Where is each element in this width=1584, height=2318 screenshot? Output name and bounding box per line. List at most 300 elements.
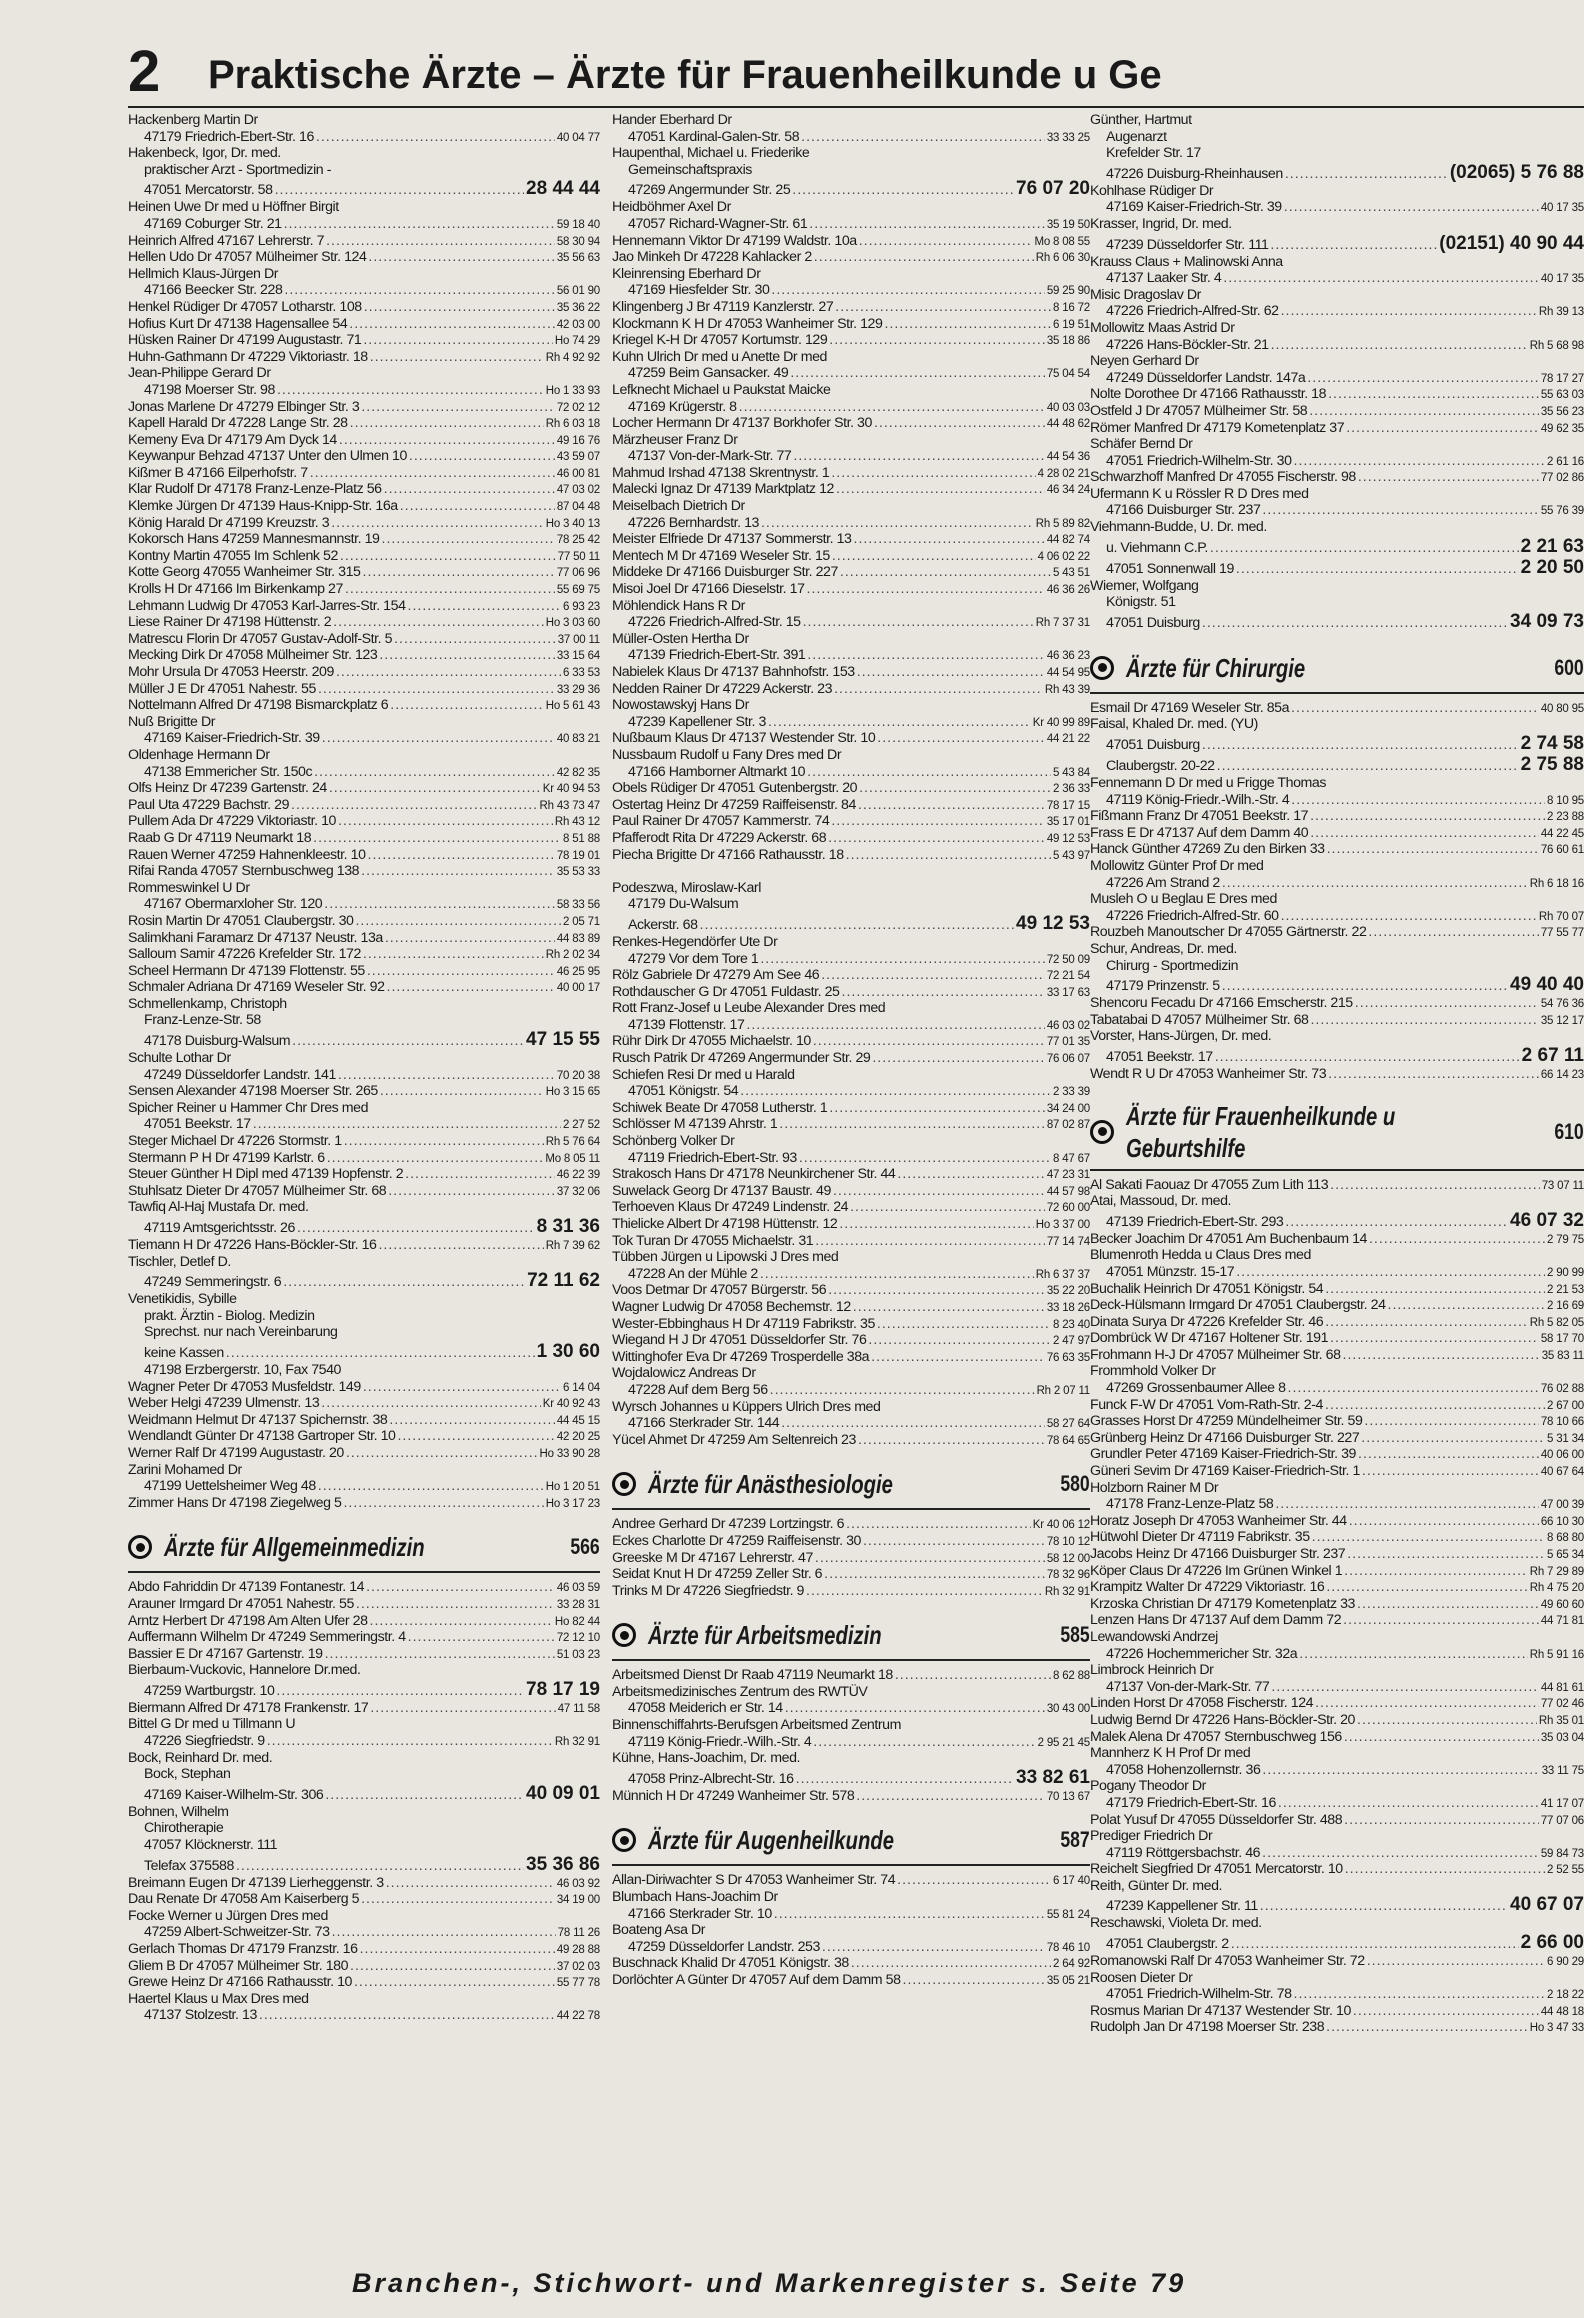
listing-line <box>612 564 1090 581</box>
dot-leader <box>790 365 1044 382</box>
listing-text: Rothdauscher G Dr 47051 Fuldastr. 25 <box>612 983 840 1000</box>
listing-line <box>128 1700 600 1717</box>
listing-line <box>612 1100 1090 1117</box>
dot-leader <box>840 564 1051 581</box>
listing-text: Huhn-Gathmann Dr 47229 Viktoriastr. 18 <box>128 348 368 365</box>
phone-number: 8 47 67 <box>1053 1152 1090 1165</box>
listing-line <box>128 1029 600 1050</box>
listing-line <box>128 564 600 581</box>
listing-text: Malecki Ignaz Dr 47139 Marktplatz 12 <box>612 481 834 498</box>
dot-leader <box>408 598 562 615</box>
dot-leader <box>1328 1066 1539 1083</box>
listing-text: Olfs Heinz Dr 47239 Gartenstr. 24 <box>128 780 327 797</box>
phone-number: 37 00 11 <box>557 633 600 646</box>
listing-line <box>612 847 1090 864</box>
listing-line <box>1090 1513 1584 1530</box>
listing-text: 47226 Friedrich-Alfred-Str. 60 <box>1106 907 1279 924</box>
target-circle-icon <box>1090 656 1114 680</box>
listing-line <box>612 880 1090 897</box>
listing-text: Schönberg Volker Dr <box>612 1133 735 1150</box>
listing-line <box>128 216 600 233</box>
listing-text: Horatz Joseph Dr 47053 Wanheimer Str. 44 <box>1090 1512 1347 1529</box>
dot-leader <box>1369 1231 1545 1248</box>
listing-text: Hennemann Viktor Dr 47199 Waldstr. 10a <box>612 232 857 249</box>
listing-line <box>128 1991 600 2008</box>
listing-text: Raab G Dr 47119 Neumarkt 18 <box>128 829 312 846</box>
dot-leader <box>1210 538 1519 557</box>
listing-text: Köper Claus Dr 47226 Im Grünen Winkel 1 <box>1090 1562 1343 1579</box>
listing-text: Haupenthal, Michael u. Friederike <box>612 145 810 162</box>
listing-line <box>612 1717 1090 1734</box>
dot-leader <box>343 1495 543 1512</box>
phone-number: Ho 3 03 60 <box>545 617 600 630</box>
listing-line <box>128 1733 600 1750</box>
phone-number: Rh 2 02 34 <box>545 949 600 962</box>
dot-leader <box>1327 841 1539 858</box>
listing-text: Wiegand H J Dr 47051 Düsseldorfer Str. 76 <box>612 1332 867 1349</box>
phone-number: Ho 3 15 65 <box>545 1086 600 1099</box>
listing-line <box>128 481 600 498</box>
target-circle-icon <box>612 1828 636 1852</box>
phone-number: 5 31 34 <box>1547 1432 1584 1445</box>
listing-line <box>1090 287 1584 304</box>
listing-line <box>1090 1463 1584 1480</box>
phone-number: 40 83 21 <box>556 733 600 746</box>
listing-line <box>612 1133 1090 1150</box>
phone-number: 47 00 39 <box>1540 1499 1584 1512</box>
listing-text: 47137 Stolzestr. 13 <box>144 2007 257 2024</box>
dot-leader <box>770 1382 1035 1399</box>
listing-text: Strakosch Hans Dr 47178 Neunkirchener Str. 44 <box>612 1166 896 1183</box>
listing-line <box>612 830 1090 847</box>
dot-leader <box>331 515 544 532</box>
listing-text: Wittinghofer Eva Dr 47269 Trosperdelle 38a <box>612 1348 870 1365</box>
listing-text: Tiemann H Dr 47226 Hans-Böckler-Str. 16 <box>128 1237 377 1253</box>
listing-text: 47249 Düsseldorfer Landstr. 141 <box>144 1066 336 1083</box>
dot-leader <box>828 830 1045 847</box>
dot-leader <box>1326 2019 1528 2036</box>
listing-text: Wagner Peter Dr 47053 Musfeldstr. 149 <box>128 1378 361 1395</box>
listing-line <box>1090 370 1584 387</box>
listing-line <box>1090 1330 1584 1347</box>
dot-leader <box>367 963 555 980</box>
listing-line <box>1090 1712 1584 1729</box>
dot-leader <box>394 631 556 648</box>
phone-number: 46 36 26 <box>1046 584 1090 597</box>
listing-line <box>128 1050 600 1067</box>
listing-line <box>1090 1480 1584 1497</box>
phone-number: 30 43 00 <box>1046 1703 1090 1716</box>
listing-text: keine Kassen <box>144 1344 224 1361</box>
listing-text: 47166 Sterkrader Str. 144 <box>628 1415 780 1432</box>
dot-leader <box>1202 613 1508 632</box>
phone-number: 78 32 96 <box>1046 1569 1090 1582</box>
dot-leader <box>267 1733 553 1750</box>
listing-line <box>1090 1177 1584 1194</box>
listing-text: 47137 Von-der-Mark-Str. 77 <box>1106 1678 1270 1695</box>
listing-line <box>128 448 600 465</box>
listing-line <box>612 1316 1090 1333</box>
dot-leader <box>1325 1397 1545 1414</box>
phone-number: 75 04 54 <box>1046 368 1090 381</box>
dot-leader <box>771 282 1044 299</box>
listing-line <box>612 1566 1090 1583</box>
column-left <box>128 112 600 2262</box>
dot-leader <box>338 813 553 830</box>
listing-line <box>612 1550 1090 1567</box>
listing-text: Voos Detmar Dr 47057 Bürgerstr. 56 <box>612 1282 827 1299</box>
phone-number: Ho 1 20 51 <box>545 1481 600 1494</box>
listing-line <box>612 1906 1090 1923</box>
listing-text: Münnich H Dr 47249 Wanheimer Str. 578 <box>612 1787 855 1804</box>
listing-line <box>128 548 600 565</box>
listing-text: Boateng Asa Dr <box>612 1922 706 1939</box>
listing-line <box>612 681 1090 698</box>
dot-leader <box>363 564 555 581</box>
dot-leader <box>1330 1330 1539 1347</box>
listing-text: Mohr Ursula Dr 47053 Heerstr. 209 <box>128 664 334 680</box>
listing-line <box>128 614 600 631</box>
listing-text: Bittel G Dr med u Tillmann U <box>128 1716 296 1733</box>
listing-text: prakt. Ärztin - Biolog. Medizin <box>144 1307 315 1324</box>
phone-number: 58 12 00 <box>1046 1552 1090 1565</box>
phone-number: 37 02 03 <box>556 1960 600 1973</box>
dot-leader <box>316 129 555 146</box>
listing-text: Ostfeld J Dr 47057 Mülheimer Str. 58 <box>1090 402 1308 419</box>
dot-leader <box>1347 1546 1545 1563</box>
dot-leader <box>361 399 555 416</box>
listing-text: Krefelder Str. 17 <box>1106 145 1201 162</box>
dot-leader <box>1236 559 1519 578</box>
listing-text: Klar Rudolf Dr 47178 Franz-Lenze-Platz 56 <box>128 481 382 498</box>
listing-line <box>1090 129 1584 146</box>
target-circle-icon <box>1090 1120 1114 1144</box>
listing-line <box>128 714 600 731</box>
listing-line <box>1090 1745 1584 1762</box>
section-code: 600 <box>1554 654 1584 680</box>
listing-text: 47051 Beekstr. 17 <box>144 1116 251 1133</box>
listing-line <box>128 1412 600 1429</box>
listing-line <box>1090 145 1584 162</box>
listing-line <box>1090 1529 1584 1546</box>
listing-line <box>128 1908 600 1925</box>
listing-text: Locher Hermann Dr 47137 Borkhofer Str. 30 <box>612 415 872 432</box>
phone-number: 44 83 89 <box>556 932 600 945</box>
listing-text: Obels Rüdiger Dr 47051 Gutenbergstr. 20 <box>612 780 858 797</box>
phone-number: 2 52 55 <box>1547 1864 1584 1877</box>
listing-line <box>612 145 1090 162</box>
listing-text: Thielicke Albert Dr 47198 Hüttenstr. 12 <box>612 1216 838 1232</box>
dot-leader <box>340 548 556 565</box>
listing-line <box>1090 1894 1584 1915</box>
listing-text: Märzheuser Franz Dr <box>612 431 738 448</box>
listing-text: Reichelt Siegfried Dr 47051 Mercatorstr. 10 <box>1090 1861 1343 1878</box>
listing-line <box>1090 716 1584 733</box>
listing-text: Rühr Dirk Dr 47055 Michaelstr. 10 <box>612 1033 811 1050</box>
listing-line <box>128 631 600 648</box>
listing-text: Hellmich Klaus-Jürgen Dr <box>128 265 279 282</box>
phone-number: Ho 74 29 <box>554 335 600 348</box>
listing-text: Frommhold Volker Dr <box>1090 1363 1216 1380</box>
dot-leader <box>350 1958 555 1975</box>
listing-text: Holzborn Rainer M Dr <box>1090 1479 1219 1496</box>
listing-text: Becker Joachim Dr 47051 Am Buchenbaum 14 <box>1090 1230 1367 1247</box>
section-title: Ärzte für Chirurgie <box>1126 652 1306 683</box>
dot-leader <box>350 415 544 432</box>
listing-text: Grünberg Heinz Dr 47166 Duisburger Str. 227 <box>1090 1429 1360 1446</box>
phone-number: 37 32 06 <box>556 1185 600 1198</box>
listing-text: 47058 Hohenzollernstr. 36 <box>1106 1761 1261 1778</box>
dot-leader <box>1222 875 1528 892</box>
phone-number: 2 64 92 <box>1053 1958 1090 1971</box>
listing-line <box>612 415 1090 432</box>
listing-text: Atai, Massoud, Dr. med. <box>1090 1193 1232 1210</box>
listing-line <box>128 1100 600 1117</box>
section-heading <box>612 1818 1090 1866</box>
listing-line <box>612 365 1090 382</box>
listing-line <box>1090 502 1584 519</box>
phone-number: 87 02 87 <box>1046 1119 1090 1132</box>
dot-leader <box>1236 1264 1545 1281</box>
listing-text: Rifai Randa 47057 Sternbuschweg 138 <box>128 863 360 880</box>
dot-leader <box>366 1579 555 1596</box>
listing-text: Günther, Hartmut <box>1090 112 1192 128</box>
listing-text: Lenzen Hans Dr 47137 Auf dem Damm 72 <box>1090 1612 1342 1629</box>
phone-number: Ho 33 90 28 <box>539 1447 600 1460</box>
listing-line <box>612 697 1090 714</box>
dot-leader <box>1312 1529 1545 1546</box>
phone-number: Rh 7 29 89 <box>1529 1565 1584 1578</box>
dot-leader <box>796 1769 1014 1788</box>
listing-text: Piecha Brigitte Dr 47166 Rathausstr. 18 <box>612 846 844 863</box>
listing-text: 47169 Coburger Str. 21 <box>144 215 282 232</box>
listing-line <box>612 614 1090 631</box>
listing-line <box>1090 403 1584 420</box>
listing-text: Grewe Heinz Dr 47166 Rathausstr. 10 <box>128 1974 352 1991</box>
phone-number: 78 25 42 <box>556 534 600 547</box>
listing-line <box>612 863 1090 880</box>
phone-number: 33 82 61 <box>1016 1766 1090 1788</box>
listing-line <box>1090 199 1584 216</box>
phone-number: 49 62 35 <box>1540 422 1584 435</box>
listing-line <box>1090 1646 1584 1663</box>
phone-number: 2 33 39 <box>1053 1086 1090 1099</box>
phone-number: 49 40 40 <box>1510 974 1584 996</box>
phone-number: 51 03 23 <box>556 1648 600 1661</box>
phone-number: Rh 5 68 98 <box>1529 339 1584 352</box>
listing-line <box>128 266 600 283</box>
page-title: Praktische Ärzte – Ärzte für Frauenheilkunde u Ge <box>208 53 1162 97</box>
listing-line <box>612 1922 1090 1939</box>
listing-text: 47228 An der Mühle 2 <box>628 1265 758 1282</box>
listing-line <box>128 316 600 333</box>
listing-text: Wendlandt Günter Dr 47138 Gartroper Str. 10 <box>128 1428 396 1445</box>
listing-text: Venetikidis, Sybille <box>128 1291 237 1308</box>
listing-text: Bierbaum-Vuckovic, Hannelore Dr.med. <box>128 1662 361 1679</box>
listing-line <box>1090 1430 1584 1447</box>
dot-leader <box>1288 1380 1539 1397</box>
listing-text: Bock, Stephan <box>144 1766 231 1783</box>
listing-line <box>128 913 600 930</box>
listing-line <box>1090 337 1584 354</box>
listing-line <box>1090 1297 1584 1314</box>
listing-line <box>128 979 600 996</box>
phone-number: 77 06 96 <box>556 567 600 580</box>
phone-number: Rh 32 91 <box>1044 1585 1090 1598</box>
listing-line <box>1090 1629 1584 1646</box>
dot-leader <box>846 1516 1031 1533</box>
listing-text: Klockmann K H Dr 47053 Wanheimer Str. 129 <box>612 315 883 332</box>
listing-text: Kapell Harald Dr 47228 Lange Str. 28 <box>128 415 348 432</box>
dot-leader <box>871 1349 1045 1366</box>
phone-number: Rh 35 01 <box>1538 1714 1584 1727</box>
dot-leader <box>897 1166 1044 1183</box>
listing-line <box>1090 1247 1584 1264</box>
dot-leader <box>385 930 555 947</box>
listing-line <box>612 1788 1090 1805</box>
section-heading <box>612 1462 1090 1510</box>
dot-leader <box>408 1629 555 1646</box>
dot-leader <box>846 847 1051 864</box>
dot-leader <box>361 1891 555 1908</box>
listing-text: Frohmann H-J Dr 47057 Mülheimer Str. 68 <box>1090 1346 1341 1363</box>
listing-line <box>612 598 1090 615</box>
listing-text: Viehmann-Budde, U. Dr. med. <box>1090 519 1267 536</box>
listing-text: Nolte Dorothee Dr 47166 Rathausstr. 18 <box>1090 386 1327 403</box>
listing-line <box>612 1017 1090 1034</box>
section-heading <box>128 1525 600 1573</box>
listing-text: Müller J E Dr 47051 Nahestr. 55 <box>128 680 316 697</box>
listing-text: Bassier E Dr 47167 Gartenstr. 19 <box>128 1645 323 1662</box>
listing-line <box>1090 1695 1584 1712</box>
phone-number: 8 51 88 <box>563 832 600 845</box>
dot-leader <box>877 730 1045 747</box>
listing-text: Esmail Dr 47169 Weseler Str. 85a <box>1090 699 1290 716</box>
dot-leader <box>851 1955 1051 1972</box>
phone-number: 78 19 01 <box>556 849 600 862</box>
dot-leader <box>793 448 1044 465</box>
listing-line <box>1090 436 1584 453</box>
listing-text: Krampitz Walter Dr 47229 Viktoriastr. 16 <box>1090 1579 1325 1596</box>
listing-line <box>612 1299 1090 1316</box>
listing-text: 47179 Friedrich-Ebert-Str. 16 <box>144 128 314 145</box>
listing-text: Biermann Alfred Dr 47178 Frankenstr. 17 <box>128 1699 369 1716</box>
listing-text: Lefknecht Michael u Paukstat Maicke <box>612 381 831 398</box>
phone-number: 8 68 80 <box>1547 1532 1584 1545</box>
listing-text: Franz-Lenze-Str. 58 <box>144 1012 261 1029</box>
listing-text: 47239 Kappellener Str. 11 <box>1106 1898 1258 1915</box>
listing-line <box>128 1308 600 1325</box>
listing-line <box>128 1445 600 1462</box>
dot-leader <box>370 1700 555 1717</box>
phone-number: 46 25 95 <box>556 965 600 978</box>
listing-text: 47137 Laaker Str. 4 <box>1106 270 1222 287</box>
listing-line <box>1090 1496 1584 1513</box>
listing-line <box>1090 1193 1584 1210</box>
phone-number: 33 28 31 <box>556 1598 600 1611</box>
dot-leader <box>858 1432 1045 1449</box>
phone-number: Rh 5 91 16 <box>1529 1648 1584 1661</box>
phone-number: 44 48 62 <box>1046 418 1090 431</box>
dot-leader <box>799 1150 1051 1167</box>
listing-line <box>612 399 1090 416</box>
listing-text: Heinrich Alfred 47167 Lehrerstr. 7 <box>128 232 325 249</box>
listing-line <box>1090 1397 1584 1414</box>
listing-line <box>128 1766 600 1783</box>
phone-number: 72 12 10 <box>556 1632 600 1645</box>
listing-line <box>612 1116 1090 1133</box>
phone-number: 55 77 78 <box>556 1977 600 1990</box>
listing-line <box>128 199 600 216</box>
listing-text: Bohnen, Wilhelm <box>128 1803 229 1820</box>
dot-leader <box>380 1083 544 1100</box>
phone-number: Rh 7 39 62 <box>545 1240 600 1252</box>
listing-line <box>612 967 1090 984</box>
phone-number: Rh 7 37 31 <box>1035 617 1090 630</box>
listing-line <box>128 1362 600 1379</box>
listing-text: Hofius Kurt Dr 47138 Hagensallee 54 <box>128 315 348 332</box>
listing-line <box>128 1012 600 1029</box>
dot-leader <box>345 581 555 598</box>
dot-leader <box>356 1596 555 1613</box>
listing-line <box>1090 519 1584 536</box>
listing-line <box>1090 320 1584 337</box>
listing-line <box>128 1067 600 1084</box>
phone-number: 2 67 00 <box>1547 1399 1584 1412</box>
listing-line <box>1090 1778 1584 1795</box>
listing-line <box>612 129 1090 146</box>
phone-number: 47 11 58 <box>557 1702 600 1715</box>
section-code: 566 <box>570 1534 600 1560</box>
listing-text: Gliem B Dr 47057 Mülheimer Str. 180 <box>128 1957 349 1974</box>
listing-text: 47226 Siegfriedstr. 9 <box>144 1733 265 1750</box>
listing-text: 47178 Franz-Lenze-Platz 58 <box>1106 1496 1274 1513</box>
listing-line <box>612 1939 1090 1956</box>
dot-leader <box>284 216 555 233</box>
phone-number: 58 30 94 <box>556 235 600 248</box>
dot-leader <box>1309 403 1539 420</box>
phone-number: 40 00 17 <box>556 982 600 995</box>
phone-number: 2 61 16 <box>1547 455 1584 468</box>
listing-line <box>1090 112 1584 129</box>
listing-line <box>1090 808 1584 825</box>
listing-text: 47169 Hiesfelder Str. 30 <box>628 282 770 299</box>
listing-text: 47228 Auf dem Berg 56 <box>628 1381 768 1398</box>
listing-line <box>612 1266 1090 1283</box>
listing-text: Schur, Andreas, Dr. med. <box>1090 940 1237 957</box>
listing-text: Oldenhage Hermann Dr <box>128 746 270 763</box>
listing-line <box>128 1646 600 1663</box>
phone-number: 77 01 35 <box>1046 1036 1090 1049</box>
dot-leader <box>382 531 555 548</box>
phone-number: 70 20 38 <box>556 1069 600 1082</box>
listing-text: Nuß Brigitte Dr <box>128 713 216 730</box>
dot-leader <box>310 465 555 482</box>
listing-line <box>612 813 1090 830</box>
listing-text: Kriegel K-H Dr 47057 Kortumstr. 129 <box>612 332 828 349</box>
listing-line <box>128 465 600 482</box>
phone-number: 46 36 23 <box>1046 650 1090 663</box>
listing-line <box>1090 1729 1584 1746</box>
listing-line <box>1090 1845 1584 1862</box>
listing-line <box>612 1332 1090 1349</box>
listing-line <box>128 515 600 532</box>
listing-line <box>612 764 1090 781</box>
phone-number: 73 07 11 <box>1541 1179 1584 1192</box>
listing-line <box>1090 557 1584 578</box>
target-circle-icon <box>612 1472 636 1496</box>
phone-number: 2 20 50 <box>1520 556 1584 578</box>
